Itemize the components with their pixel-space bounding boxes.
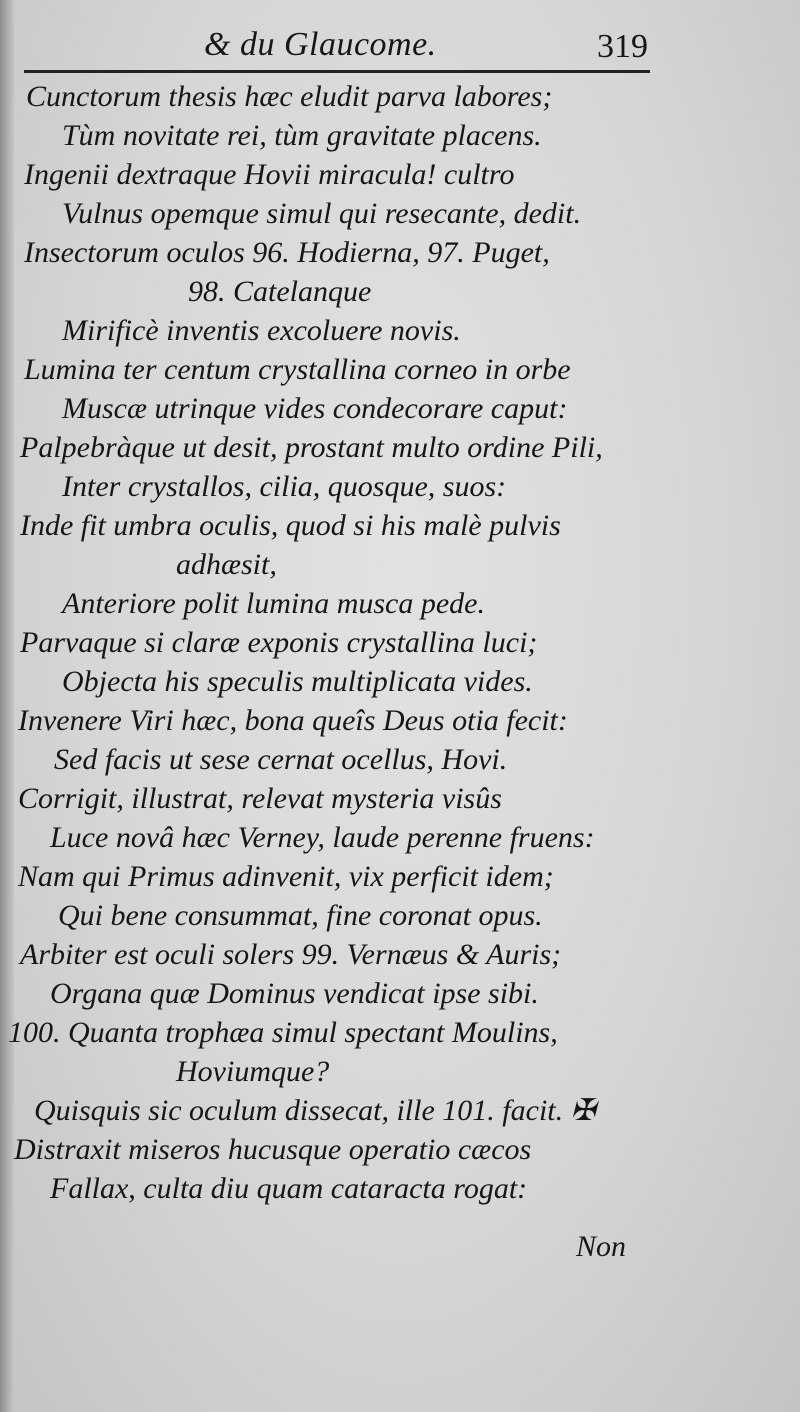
verse-line: Ingenii dextraque Hovii miracula! cultro <box>24 158 515 191</box>
verse-line: Distraxit miseros hucusque operatio cæcos <box>14 1133 532 1166</box>
verse-line: Luce novâ hæc Verney, laude perenne fruens: <box>50 821 595 854</box>
verse-line: Lumina ter centum crystallina corneo in orbe <box>24 353 571 386</box>
verse-line: Hoviumque? <box>176 1055 330 1088</box>
verse-line: Sed facis ut sese cernat ocellus, Hovi. <box>54 743 508 776</box>
verse-line: Tùm novitate rei, tùm gravitate placens. <box>62 119 542 152</box>
verse-line: Insectorum oculos 96. Hodierna, 97. Puget, <box>24 236 550 269</box>
verse-line: Inter crystallos, cilia, quosque, suos: <box>62 470 507 503</box>
verse-line: Muscæ utrinque vides condecorare caput: <box>62 392 568 425</box>
verse-line: Mirificè inventis excoluere novis. <box>62 314 461 347</box>
verse-line: Fallax, culta diu quam cataracta rogat: <box>50 1172 528 1205</box>
page-header <box>24 26 650 76</box>
verse-line: Quisquis sic oculum dissecat, ille 101. facit. ✠ <box>34 1094 596 1127</box>
verse-line: Qui bene consummat, fine coronat opus. <box>58 899 543 932</box>
running-title: & du Glaucome. <box>204 26 437 63</box>
verse-line: 98. Catelanque <box>188 275 372 308</box>
verse-line: Inde fit umbra oculis, quod si his malè pulvis <box>20 509 561 542</box>
verse-line: Cunctorum thesis hæc eludit parva labores; <box>26 80 553 113</box>
page-number: 319 <box>597 28 648 65</box>
verse-line: Organa quæ Dominus vendicat ipse sibi. <box>50 977 539 1010</box>
verse-line: adhæsit, <box>176 548 277 581</box>
verse-line: Palpebràque ut desit, prostant multo ordine Pili, <box>20 431 603 464</box>
verse-line: Objecta his speculis multiplicata vides. <box>62 665 533 698</box>
header-rule <box>24 70 650 73</box>
verse-line: Nam qui Primus adinvenit, vix perficit idem; <box>18 860 554 893</box>
verse-line: Invenere Viri hæc, bona queîs Deus otia fecit: <box>18 704 568 737</box>
page-edge-shadow <box>0 0 14 1412</box>
verse-line: Parvaque si claræ exponis crystallina luci; <box>20 626 538 659</box>
verse-line: 100. Quanta trophæa simul spectant Moulins, <box>8 1016 558 1049</box>
verse-line: Vulnus opemque simul qui resecante, dedit. <box>62 197 582 230</box>
verse-line: Corrigit, illustrat, relevat mysteria visûs <box>18 782 502 815</box>
verse-line: Anteriore polit lumina musca pede. <box>62 587 485 620</box>
verse-line: Arbiter est oculi solers 99. Vernæus & Auris; <box>20 938 562 971</box>
catchword: Non <box>576 1230 627 1263</box>
